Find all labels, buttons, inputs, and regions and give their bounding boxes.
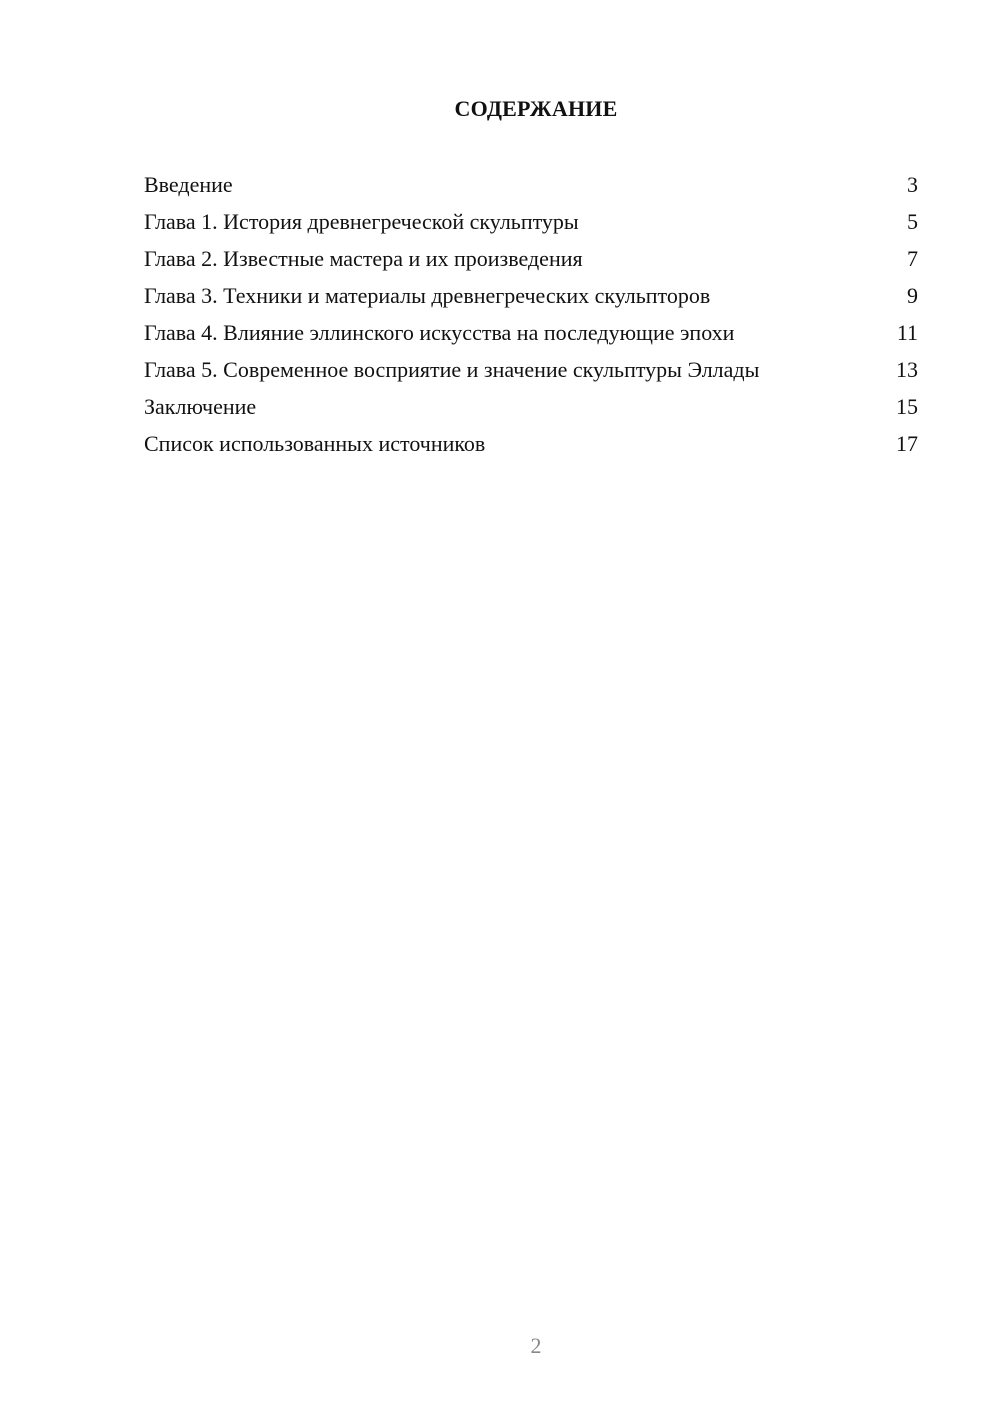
toc-entry-label: Глава 2. Известные мастера и их произведения — [144, 246, 583, 271]
toc-entry-label: Заключение — [144, 394, 257, 419]
toc-entry-label: Список использованных источников — [144, 431, 486, 456]
page-number: 2 — [530, 1333, 542, 1358]
toc-entry-label: Глава 3. Техники и материалы древнегреческих скульпторов — [144, 283, 711, 308]
toc-entry-chapter-5 — [144, 356, 918, 383]
toc-entry-page: 15 — [896, 394, 918, 419]
toc-entry-page: 9 — [907, 283, 918, 308]
toc-entry-label: Введение — [144, 172, 233, 197]
toc-entry-label: Глава 5. Современное восприятие и значение скульптуры Эллады — [144, 357, 760, 382]
toc-entry-introduction — [144, 171, 918, 198]
toc-entry-label: Глава 4. Влияние эллинского искусства на последующие эпохи — [144, 320, 735, 345]
toc-entry-page: 11 — [896, 320, 918, 345]
toc-entry-chapter-4 — [144, 319, 918, 346]
toc-entry-page: 3 — [907, 172, 918, 197]
toc-entry-conclusion — [144, 393, 918, 420]
toc-entry-chapter-3 — [144, 282, 918, 309]
toc-entry-page: 7 — [907, 246, 918, 271]
toc-entry-label: Глава 1. История древнегреческой скульптуры — [144, 209, 579, 234]
toc-entry-chapter-2 — [144, 245, 918, 272]
toc-entry-chapter-1 — [144, 208, 918, 235]
page-title: СОДЕРЖАНИЕ — [454, 96, 618, 121]
table-of-contents — [144, 171, 918, 467]
toc-entry-references — [144, 430, 918, 457]
toc-entry-page: 13 — [896, 357, 918, 382]
toc-entry-page: 17 — [896, 431, 918, 456]
toc-entry-page: 5 — [907, 209, 918, 234]
